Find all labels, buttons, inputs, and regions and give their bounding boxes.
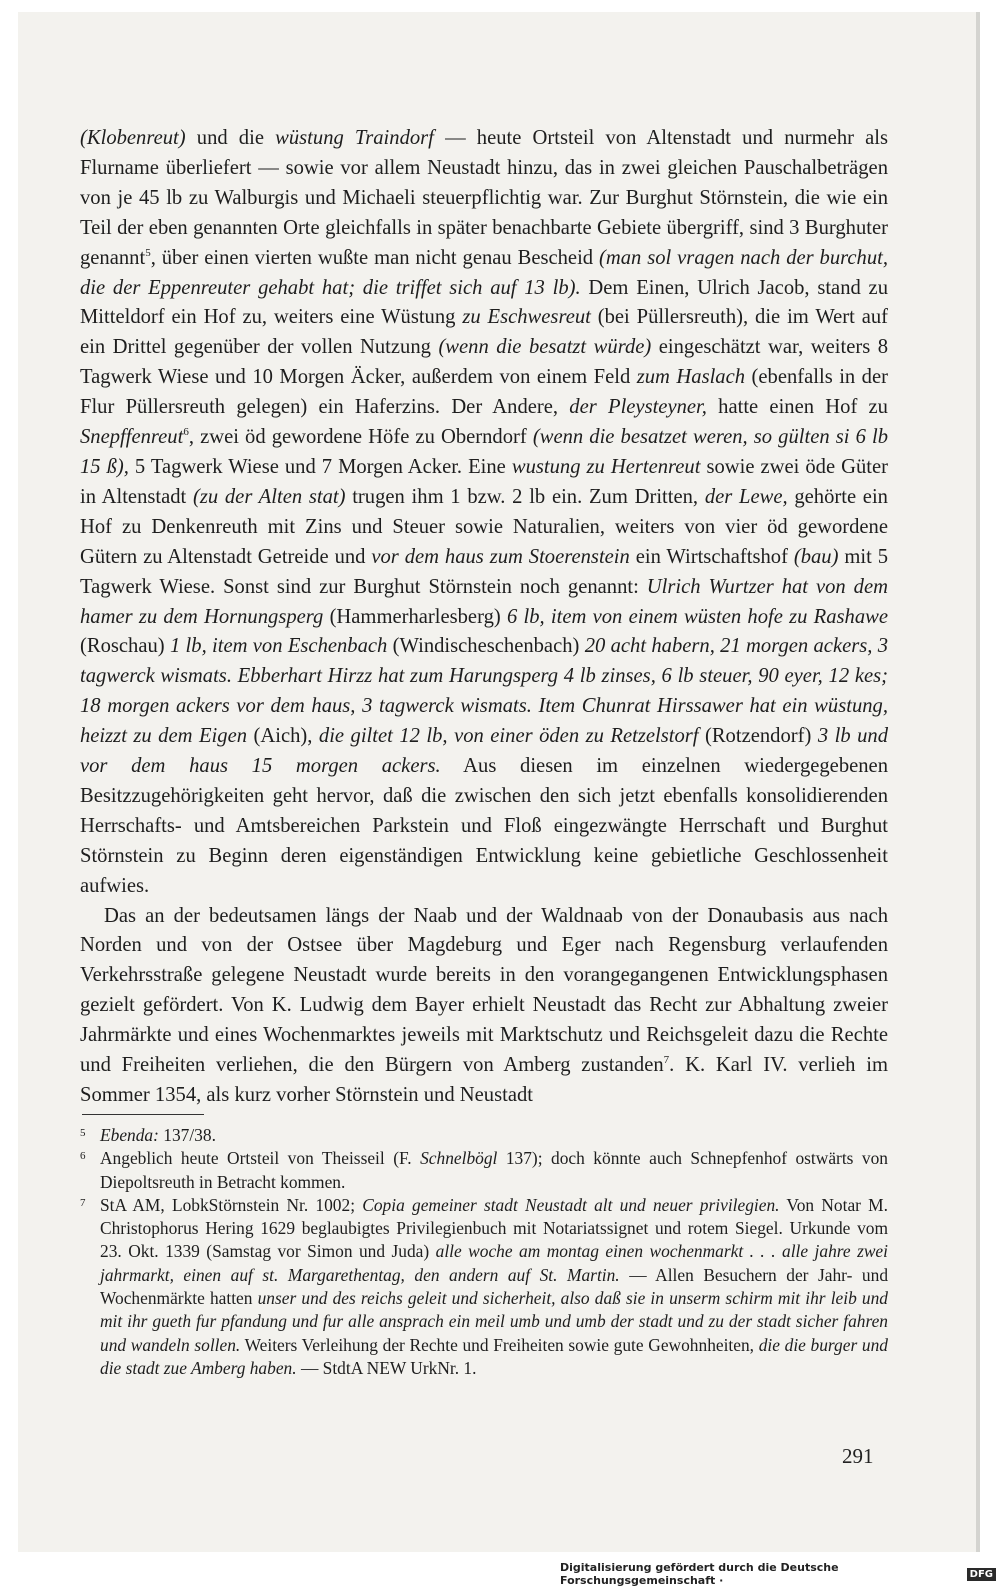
text-run: StA AM, LobkStörnstein Nr. 1002; [100, 1194, 363, 1215]
footnote-ref: 6 [183, 426, 189, 439]
body-paragraph-1 [80, 124, 888, 902]
italic-text: der Lewe, [704, 485, 788, 508]
text-run: (Aich), [247, 725, 319, 748]
italic-text: der Pleysteyner, [569, 396, 707, 419]
text-run: und die [185, 127, 276, 149]
italic-text: Ulrich Wurtzer hat von dem hamer zu dem Hornungsperg [80, 575, 888, 628]
text-run: Aus diesen im einzelnen wiedergegebenen Besitzzugehörigkeiten geht hervor, daß die zwischen den sich jetzt ebenfalls konsolidierenden Herrschafts- und Amtsbereichen Parkstein und Floß eingezwängte Herrschaft und Burghut Störnstein zu Beginn deren eigenständigen Entwicklung keine gebietliche Geschlossenheit aufwies. [80, 755, 888, 897]
italic-text: die die burger und die stadt zue Amberg haben. [100, 1334, 888, 1378]
italic-text: (Klobenreut) [80, 127, 186, 149]
text-run: — heute Ortsteil von Altenstadt und nurmehr als Flurname überliefert — sowie vor allem Neustadt hinzu, das in zwei gleichen Pauschalbeträgen von je 45 lb zu Walburgis und Michaeli steuerpflichtig war. Zur Burghut Störnstein, die wie ein Teil der eben genannten Orte gleichfalls in später benachbarte Gebiete übergriff, sind 3 Burghuter genannt [80, 127, 888, 269]
footnote-ref: 7 [663, 1054, 670, 1067]
italic-text: die giltet 12 lb, von einer öden zu Retzelstorf [318, 725, 699, 748]
text-run: (Rotzendorf) [698, 725, 818, 748]
italic-text: (wenn die besatzet weren, so gülten si 6 lb 15 ß), [80, 426, 888, 478]
scanned-page [18, 12, 980, 1552]
footnote-number: 7 [80, 1196, 86, 1209]
italic-text: Schnelbögl [420, 1148, 498, 1169]
digitization-credit-bar [560, 1562, 1000, 1586]
footnote-text [100, 1125, 216, 1145]
text-run: Das an der bedeutsamen längs der Naab und der Waldnaab von der Donaubasis aus nach Norden und von der Ostsee über Magdeburg und Eger nach Regensburg verlaufenden Verkehrsstraße gelegene Neustadt wurde bereits in den vorangegangenen Entwicklungsphasen gezielt gefördert. Von K. Ludwig dem Bayer erhielt Neustadt das Recht zur Abhaltung zweier Jahrmärkte und eines Wochenmarktes jeweils mit Marktschutz und Reichsgeleit dazu die Rechte und Freiheiten verliehen, die den Bürgern von Amberg zustanden [80, 904, 888, 1077]
text-run: Angeblich heute Ortsteil von Theisseil (F. [100, 1148, 421, 1169]
footnote-text [100, 1195, 888, 1378]
text-run: trugen ihm 1 bzw. 2 lb ein. Zum Dritten, [345, 485, 705, 508]
text-run: eingeschätzt war, weiters 8 Tagwerk Wiese und 10 Morgen Äcker, außerdem von einem Feld [80, 336, 889, 389]
text-run: — StdtA NEW UrkNr. 1. [296, 1357, 477, 1378]
italic-text: Ebenda: [100, 1125, 159, 1145]
text-run: gehörte ein Hof zu Denkenreuth mit Zins und Steuer sowie Naturalien, weiters von vier öd gewordene Gütern zu Altenstadt Getreide und [80, 485, 888, 568]
text-run: sowie zwei öde Güter in Altenstadt [80, 455, 889, 508]
italic-text: wüstung Traindorf [275, 127, 434, 149]
italic-text: wustung zu Hertenreut [511, 455, 701, 478]
text-run: (bei Püllersreuth), die im Wert auf ein Drittel gegenüber der vollen Nutzung [80, 306, 889, 359]
text-run: , zwei öd gewordene Höfe zu Oberndorf [188, 426, 533, 449]
italic-text: unser und des reichs geleit und sicherheit, also daß sie in unserm schirm mit ihr leib und mit ihr gueth fur pfandung und fur alle ansprach ein meil umb und umb der stadt und zu der stadt sicher fahren und wandeln sollen. [100, 1288, 888, 1355]
text-run: mit 5 Tagwerk Wiese. Sonst sind zur Burghut Störnstein noch genannt: [80, 545, 888, 598]
text-run: ein Wirtschaftshof [629, 545, 794, 568]
footnote-ref: 5 [145, 246, 151, 259]
text-run: Dem Einen, Ulrich Jacob, stand zu Mitteldorf ein Hof zu, weiters eine Wüstung [80, 276, 888, 329]
italic-text: 3 lb und vor dem haus 15 morgen ackers. [80, 725, 888, 778]
italic-text: (zu der Alten stat) [192, 485, 346, 508]
page-number: 291 [842, 1444, 874, 1468]
text-run: 5 Tagwerk Wiese und 7 Morgen Acker. Eine [128, 455, 512, 478]
text-run: 137); doch könnte auch Schnepfenhof ostwärts von Diepoltsreuth in Betracht kommen. [100, 1148, 888, 1192]
footnote-number: 6 [80, 1150, 86, 1163]
italic-text: (wenn die besatzt würde) [438, 336, 652, 359]
italic-text: 6 lb, item von einem wüsten hofe zu Rashawe [506, 605, 889, 628]
italic-text: zu Eschwesreut [462, 306, 591, 329]
italic-text: 1 lb, item von Eschenbach [169, 635, 388, 658]
body-paragraph-2 [80, 902, 888, 1111]
text-run: , über einen vierten wußte man nicht genau Bescheid [150, 246, 599, 269]
digitization-credit: Digitalisierung gefördert durch die Deutsche Forschungsgemeinschaft · [560, 1561, 839, 1587]
italic-text: vor dem haus zum Stoerenstein [371, 545, 630, 568]
italic-text: Snepffenreut [80, 426, 184, 449]
italic-text: 20 acht habern, 21 morgen ackers, 3 tagwerck wismats. Ebberhart Hirzz hat zum Harungsperg 4 lb zinses, 6 lb steuer, 90 eyer, 12 kes; 18 morgen ackers vor dem haus, 3 tagwerck wismats. Item Chunrat Hirssawer hat ein wüstung, heizzt zu dem Eigen [80, 635, 889, 748]
text-run: (Roschau) [80, 635, 170, 658]
italic-text: (bau) [793, 545, 839, 568]
italic-text: (man sol vragen nach der burchut, die der Eppenreuter gehabt hat; die triffet sich auf 13 lb). [80, 246, 889, 299]
dfg-logo: DFG [967, 1568, 996, 1581]
text-run: hatte einen Hof zu [706, 396, 888, 419]
footnote-5 [80, 1124, 888, 1147]
footnote-separator [82, 1114, 204, 1115]
text-run: Weiters Verleihung der Rechte und Freiheiten sowie gute Gewohnheiten, [240, 1334, 759, 1355]
footnote-6 [80, 1147, 888, 1194]
footnote-text [100, 1148, 888, 1191]
footnote-number: 5 [80, 1127, 86, 1139]
footnotes [80, 1124, 888, 1380]
body-text [80, 124, 888, 1111]
text-run: . K. Karl IV. verlieh im Sommer 1354, als kurz vorher Störnstein und Neustadt [80, 1054, 888, 1106]
text-run: (Windischeschenbach) [387, 635, 585, 658]
footnote-7 [80, 1194, 888, 1380]
text-run: (Hammerharlesberg) [323, 605, 507, 628]
italic-text: Copia gemeiner stadt Neustadt alt und neuer privilegien. [362, 1194, 780, 1215]
text-run: Von Notar M. Christophorus Hering 1629 beglaubigtes Privilegienbuch mit Notariatssignet und rotem Siegel. Urkunde vom 23. Okt. 1339 (Samstag vor Simon und Juda) [100, 1194, 888, 1262]
italic-text: alle woche am montag einen wochenmarkt . . . alle jahre zwei jahrmarkt, einen auf st. Margarethentag, den andern auf St. Martin. [100, 1241, 888, 1285]
text-run: (ebenfalls in der Flur Püllersreuth gelegen) ein Haferzins. Der Andere, [80, 366, 888, 419]
text-run: 137/38. [158, 1125, 216, 1145]
text-run: — Allen Besuchern der Jahr- und Wochenmärkte hatten [100, 1264, 889, 1309]
italic-text: zum Haslach [636, 366, 746, 389]
